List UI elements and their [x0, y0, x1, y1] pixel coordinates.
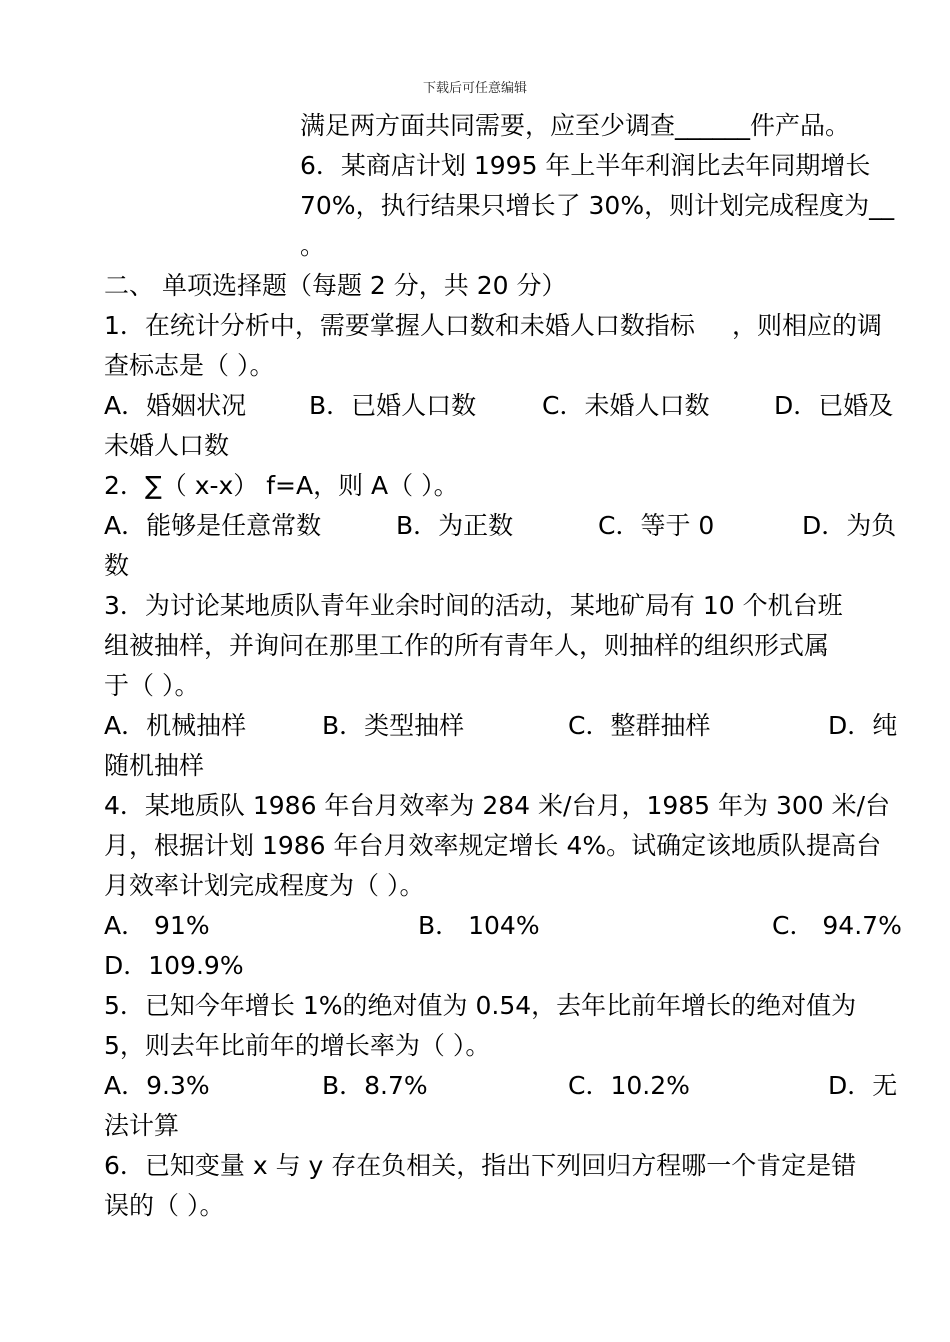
question-5-line-a: [104, 986, 856, 1026]
question-2-line-a: [104, 466, 459, 506]
question-6-line-a: [104, 1146, 856, 1186]
question-1-line-a: [104, 306, 883, 346]
page-header: 下载后可任意编辑: [422, 81, 527, 96]
question-text: ，则相应的调: [732, 311, 883, 340]
option-b: B．类型抽样: [322, 711, 465, 740]
text-line: 满足两方面共同需要，应至少调查______件产品。: [300, 111, 851, 140]
question-3-line-a: [104, 586, 843, 626]
question-4-line-b: [104, 826, 881, 866]
option-d: D．纯: [828, 711, 898, 740]
question-2-options-cont: [104, 546, 129, 586]
option-d-cont: 法计算: [104, 1111, 180, 1140]
fill-5-continuation: [300, 106, 850, 146]
option-d: D．109.9%: [104, 951, 244, 980]
text-line: 6．某商店计划 1995 年上半年利润比去年同期增长: [300, 151, 871, 180]
option-c: C．等于 0: [598, 511, 715, 540]
fill-6-line-c: [300, 226, 325, 266]
section-title: [104, 266, 566, 306]
question-text: 3．为讨论某地质队青年业余时间的活动，某地矿局有 10 个机台班: [104, 591, 843, 620]
question-4-line-a: [104, 786, 890, 826]
fill-6-line-b: [300, 186, 894, 226]
option-c: C．10.2%: [568, 1071, 690, 1100]
fill-6-line-a: [300, 146, 870, 186]
option-d-cont: 未婚人口数: [104, 431, 230, 460]
question-text: 5．已知今年增长 1%的绝对值为 0.54，去年比前年增长的绝对值为: [104, 991, 857, 1020]
question-text: 查标志是（ ）。: [104, 351, 275, 380]
question-3-options-cont: [104, 746, 204, 786]
question-text: 4．某地质队 1986 年台月效率为 284 米/台月，1985 年为 300 米/台: [104, 791, 891, 820]
option-c: C．整群抽样: [568, 711, 711, 740]
question-text: 组被抽样，并询问在那里工作的所有青年人，则抽样的组织形式属: [104, 631, 830, 660]
question-3-line-b: [104, 626, 829, 666]
option-c: C．未婚人口数: [542, 391, 710, 420]
question-4-options-cont: [104, 946, 244, 986]
question-text: 月效率计划完成程度为（ ）。: [104, 871, 425, 900]
question-4-line-c: [104, 866, 424, 906]
option-d-cont: 数: [104, 551, 130, 580]
question-1-options-cont: [104, 426, 229, 466]
question-1-line-b: [104, 346, 274, 386]
question-text: 5，则去年比前年的增长率为（ ）。: [104, 1031, 491, 1060]
option-a: A． 91%: [104, 911, 210, 940]
question-5-line-b: [104, 1026, 490, 1066]
question-5-options-cont: [104, 1106, 179, 1146]
option-a: A．能够是任意常数: [104, 511, 322, 540]
question-text: 月，根据计划 1986 年台月效率规定增长 4%。试确定该地质队提高台: [104, 831, 882, 860]
question-text: 1．在统计分析中，需要掌握人口数和未婚人口数指标: [104, 311, 695, 340]
question-3-line-c: [104, 666, 199, 706]
option-a: A．机械抽样: [104, 711, 247, 740]
question-text: 2．∑（ x-x） f=A，则 A（ ）。: [104, 471, 459, 500]
option-b: B．为正数: [396, 511, 514, 540]
text-line: 70%，执行结果只增长了 30%，则计划完成程度为__: [300, 191, 895, 220]
option-b: B． 104%: [418, 911, 540, 940]
option-a: A．9.3%: [104, 1071, 210, 1100]
option-d: D．已婚及: [774, 391, 894, 420]
section-heading: 二、 单项选择题（每题 2 分，共 20 分）: [104, 271, 567, 300]
option-d-cont: 随机抽样: [104, 751, 205, 780]
question-text: 于（ ）。: [104, 671, 200, 700]
question-6-line-b: [104, 1186, 224, 1226]
option-c: C． 94.7%: [772, 911, 902, 940]
option-b: B．已婚人口数: [309, 391, 477, 420]
option-a: A．婚姻状况: [104, 391, 247, 420]
option-b: B．8.7%: [322, 1071, 428, 1100]
question-text: 6．已知变量 x 与 y 存在负相关，指出下列回归方程哪一个肯定是错: [104, 1151, 857, 1180]
option-d: D．为负: [802, 511, 897, 540]
question-text: 误的（ ）。: [104, 1191, 225, 1220]
text-line: 。: [300, 231, 326, 260]
option-d: D．无: [828, 1071, 898, 1100]
